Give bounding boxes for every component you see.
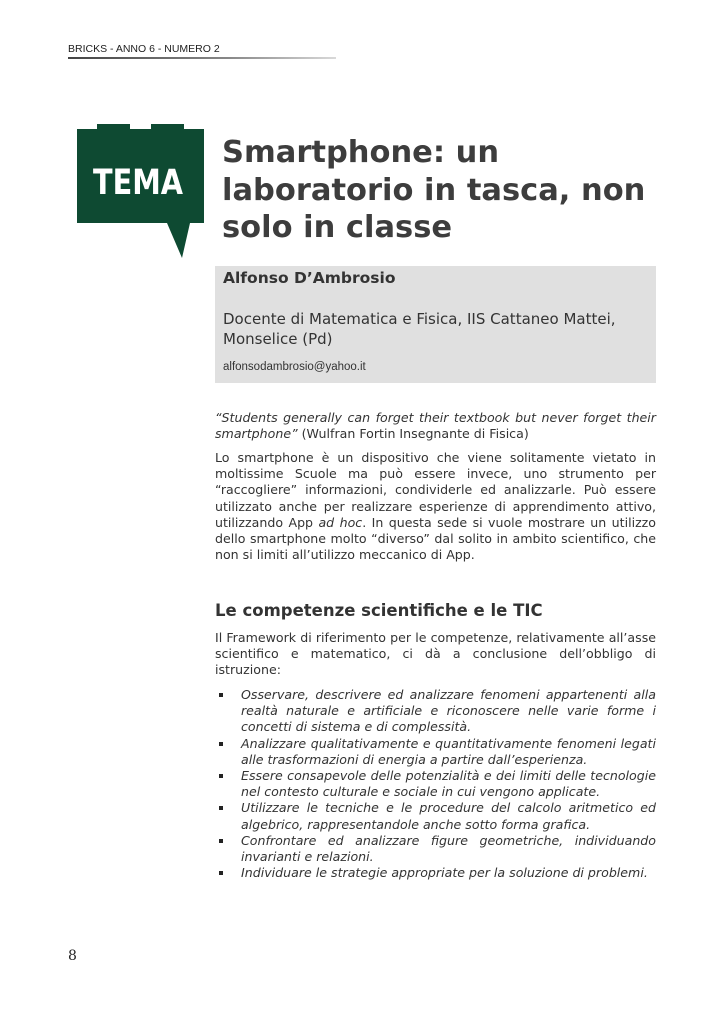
section-heading: Le competenze scientifiche e le TIC <box>215 601 543 620</box>
intro-paragraph <box>215 450 656 563</box>
intro-emphasis: ad hoc <box>318 514 363 530</box>
competence-text: Individuare le strategie appropriate per la soluzione di problemi. <box>241 865 648 881</box>
quote-attribution: (Wulfran Fortin Insegnante di Fisica) <box>301 426 529 442</box>
competence-text: Analizzare qualitativamente e quantitativamente fenomeni legati alle trasformazioni di energia a partire dall’esperienza. <box>241 735 656 767</box>
competence-text: Confrontare ed analizzare figure geometriche, individuando invarianti e relazioni. <box>241 832 656 865</box>
competence-item <box>215 736 656 768</box>
competence-item <box>215 833 656 865</box>
intro-text-2: . In questa sede si vuole mostrare un utilizzo dello smartphone molto “diverso” dal solito in ambito scientifico, che non si limiti all’utilizzo meccanico di App. <box>215 514 656 563</box>
logo-text: TEMA <box>93 163 184 203</box>
author-name: Alfonso D’Ambrosio <box>223 269 396 287</box>
tema-logo-shape <box>77 124 204 258</box>
framework-paragraph: Il Framework di riferimento per le competenze, relativamente all’asse scientifico e matematico, ci dà a conclusione dell’obbligo di istruzione: <box>215 630 656 678</box>
bullet-marker <box>219 693 223 697</box>
competence-text: Essere consapevole delle potenzialità e dei limiti delle tecnologie nel contesto culturale e sociale in cui vengono applicate. <box>241 768 656 800</box>
competence-item <box>215 768 656 800</box>
author-box <box>215 266 656 383</box>
bullet-marker <box>219 871 223 875</box>
competence-item <box>215 687 656 736</box>
running-header: BRICKS - ANNO 6 - NUMERO 2 <box>68 43 220 55</box>
competence-text: Utilizzare le tecniche e le procedure del calcolo aritmetico ed algebrico, rappresentandole anche sotto forma grafica. <box>241 800 656 832</box>
author-role: Docente di Matematica e Fisica, IIS Cattaneo Mattei, Monselice (Pd) <box>223 310 616 348</box>
competence-list <box>215 687 656 881</box>
author-email[interactable]: alfonsodambrosio@yahoo.it <box>223 361 366 373</box>
header-rule <box>68 57 336 59</box>
opening-quote <box>215 410 656 442</box>
competence-item <box>215 865 656 881</box>
bullet-marker <box>219 839 223 843</box>
intro-text-1: Lo smartphone è un dispositivo che viene solitamente vietato in moltissime Scuole ma può essere invece, uno strumento per “raccogliere” informazioni, condividerle ed analizzarle. Può essere utilizzato anche per realizzare esperienze di apprendimento attivo, utilizzando App <box>215 450 656 530</box>
tema-logo <box>77 124 204 258</box>
bullet-marker <box>219 742 223 746</box>
bullet-marker <box>219 806 223 810</box>
article-title: Smartphone: un laboratorio in tasca, non solo in classe <box>222 135 646 245</box>
competence-item <box>215 800 656 832</box>
competence-text: Osservare, descrivere ed analizzare fenomeni appartenenti alla realtà naturale e artificiale e riconoscere nelle varie forme i concetti di sistema e di complessità. <box>241 687 656 735</box>
bullet-marker <box>219 774 223 778</box>
page-number: 8 <box>68 948 77 964</box>
quote-text: “Students generally can forget their textbook but never forget their smartphone” <box>215 410 656 442</box>
